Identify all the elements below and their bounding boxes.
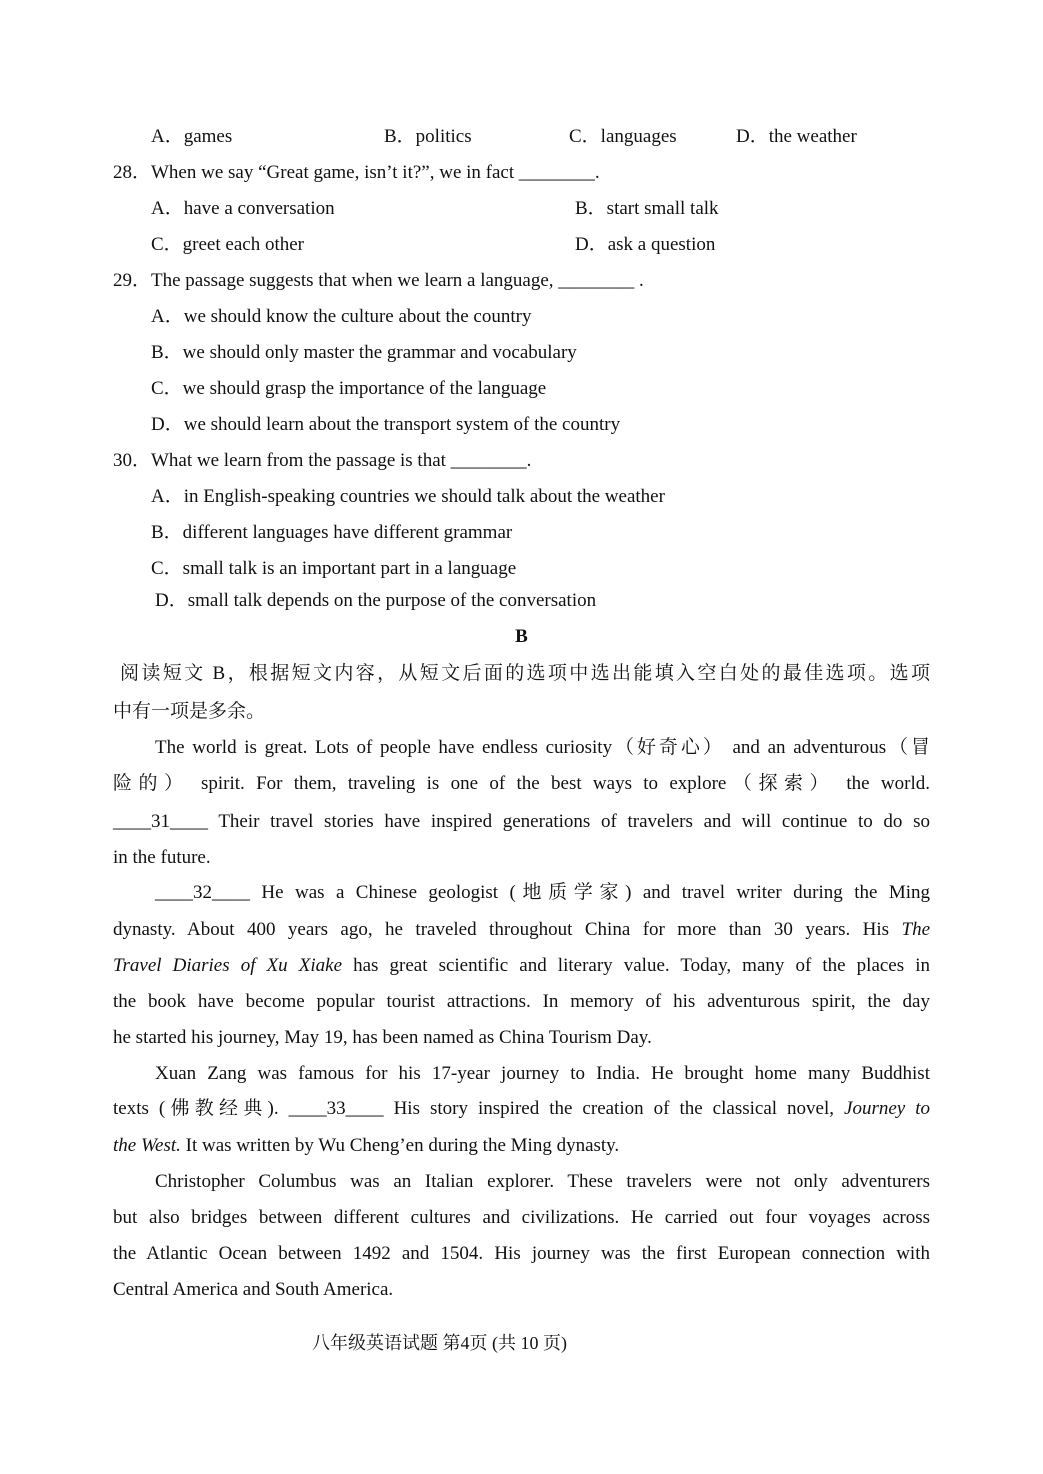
p3-line-3: the West. It was written by Wu Cheng’en during the Ming dynasty. bbox=[113, 1135, 620, 1156]
section-b-title: B bbox=[515, 626, 528, 647]
q27-option-a: A．games bbox=[151, 126, 233, 147]
q29-option-c: C．we should grasp the importance of the language bbox=[151, 378, 547, 399]
p1-line-1: The world is great. Lots of people have endless curiosity（好奇心） and an adventurous（冒 bbox=[155, 737, 930, 758]
p3-line-1: Xuan Zang was famous for his 17-year journey to India. He brought home many Buddhist bbox=[155, 1063, 930, 1084]
section-b-instruction-2: 中有一项是多余。 bbox=[113, 701, 266, 722]
q30-option-b: B．different languages have different grammar bbox=[151, 522, 513, 543]
q28-option-d: D．ask a question bbox=[575, 234, 716, 255]
p1-line-2: 险的） spirit. For them, traveling is one of the best ways to explore（探索） the world. bbox=[113, 773, 930, 794]
q28-option-a: A．have a conversation bbox=[151, 198, 335, 219]
p4-line-4: Central America and South America. bbox=[113, 1279, 394, 1300]
q29-option-b: B．we should only master the grammar and vocabulary bbox=[151, 342, 577, 363]
p4-line-1: Christopher Columbus was an Italian explorer. These travelers were not only adventurers bbox=[155, 1171, 930, 1192]
q27-option-b: B．politics bbox=[384, 126, 472, 147]
p2-line-1: ____32____ He was a Chinese geologist (地质学家) and travel writer during the Ming bbox=[155, 882, 930, 903]
p2-line-2: dynasty. About 400 years ago, he traveled throughout China for more than 30 years. His The bbox=[113, 919, 931, 940]
p1-line-4: in the future. bbox=[113, 847, 211, 868]
page-footer: 八年级英语试题 第4页 (共 10 页) bbox=[312, 1333, 567, 1353]
q28-option-c: C．greet each other bbox=[151, 234, 304, 255]
q30-option-d: D．small talk depends on the purpose of the conversation bbox=[155, 590, 597, 611]
q30-option-c: C．small talk is an important part in a language bbox=[151, 558, 517, 579]
p3-line-2: texts (佛教经典). ____33____ His story inspired the creation of the classical novel, Journey to bbox=[113, 1098, 930, 1119]
q29-stem: 29．The passage suggests that when we learn a language, ________ . bbox=[113, 270, 644, 291]
q30-option-a: A．in English-speaking countries we should talk about the weather bbox=[151, 486, 665, 507]
q27-option-d: D．the weather bbox=[736, 126, 857, 147]
p4-line-2: but also bridges between different cultures and civilizations. He carried out four voyages across bbox=[113, 1207, 930, 1228]
q28-stem: 28．When we say “Great game, isn’t it?”, we in fact ________. bbox=[113, 162, 600, 183]
p2-line-4: the book have become popular tourist attractions. In memory of his adventurous spirit, the day bbox=[113, 991, 930, 1012]
p4-line-3: the Atlantic Ocean between 1492 and 1504. His journey was the first European connection with bbox=[113, 1243, 930, 1264]
q28-option-b: B．start small talk bbox=[575, 198, 719, 219]
q29-option-d: D．we should learn about the transport system of the country bbox=[151, 414, 621, 435]
section-b-instruction-1: 阅读短文 B，根据短文内容，从短文后面的选项中选出能填入空白处的最佳选项。选项 bbox=[120, 663, 930, 684]
q27-option-c: C．languages bbox=[569, 126, 677, 147]
p2-line-3: Travel Diaries of Xu Xiake has great scientific and literary value. Today, many of the places in bbox=[113, 955, 930, 976]
p1-line-3: ____31____ Their travel stories have inspired generations of travelers and will continue to do so bbox=[113, 811, 930, 832]
q29-option-a: A．we should know the culture about the country bbox=[151, 306, 532, 327]
q30-stem: 30．What we learn from the passage is that ________. bbox=[113, 450, 532, 471]
p2-line-5: he started his journey, May 19, has been named as China Tourism Day. bbox=[113, 1027, 652, 1048]
